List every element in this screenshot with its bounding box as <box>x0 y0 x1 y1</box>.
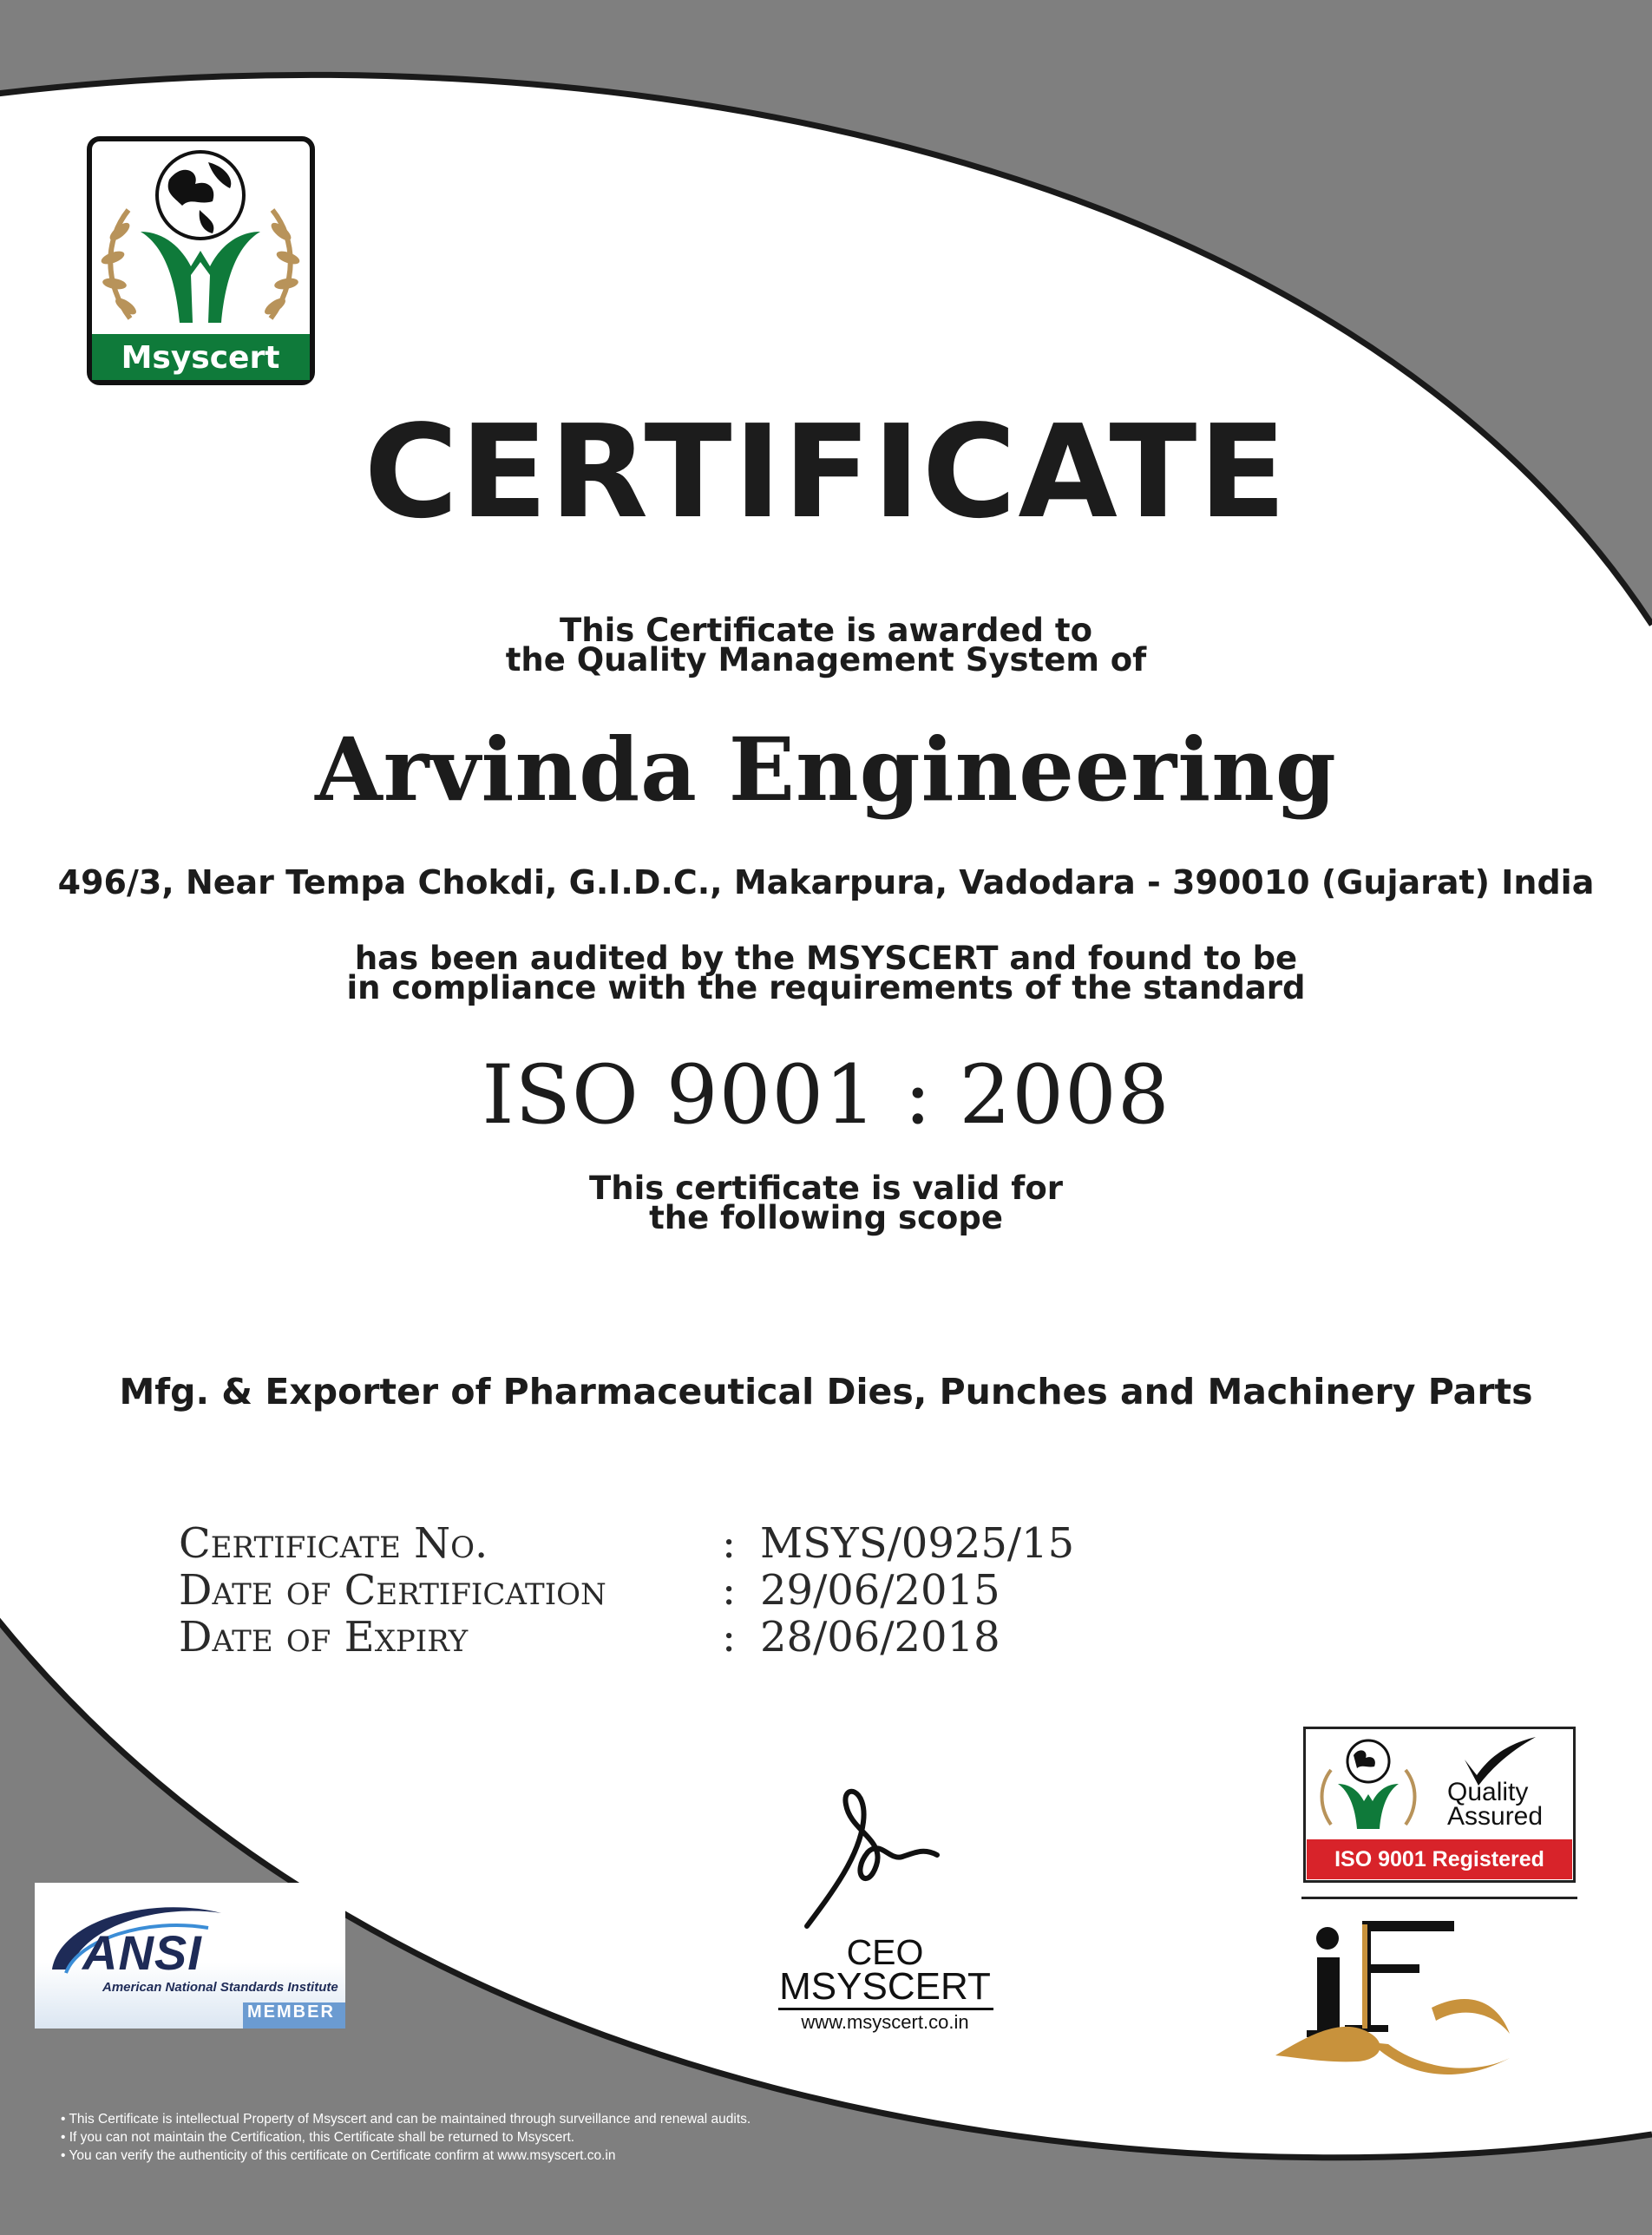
iqf-logo <box>1258 1904 1544 2086</box>
svg-text:Msyscert: Msyscert <box>121 340 280 376</box>
audited-text <box>0 940 1652 1006</box>
awarded-line-2: the Quality Management System of <box>505 641 1147 678</box>
detail-colon: : <box>722 1613 737 1662</box>
certification-scope: Mfg. & Exporter of Pharmaceutical Dies, Punches and Machinery Parts <box>119 1371 1533 1412</box>
iso-registered-band: ISO 9001 Registered <box>1307 1839 1572 1879</box>
certificate-title: CERTIFICATE <box>364 397 1288 547</box>
awarded-line-1: This Certificate is awarded to <box>559 612 1093 649</box>
certification-date-value: 29/06/2015 <box>760 1566 1000 1615</box>
quality-line: Quality <box>1447 1778 1529 1806</box>
audited-line-1: has been audited by the MSYSCERT and found to be <box>354 940 1298 977</box>
valid-line-2: the following scope <box>649 1199 1003 1236</box>
expiry-date-value: 28/06/2018 <box>760 1613 1000 1662</box>
certificate-number-label: Certificate No. <box>179 1519 488 1568</box>
detail-colon: : <box>722 1566 737 1615</box>
iso-standard: ISO 9001 : 2008 <box>482 1048 1170 1143</box>
certification-date-label: Date of Certification <box>179 1566 606 1615</box>
footer-note: • This Certificate is intellectual Property of Msyscert and can be maintained through surveillance and renewal audits. <box>61 2112 751 2127</box>
assured-line: Assured <box>1447 1802 1544 1831</box>
ansi-member-label: MEMBER <box>247 2002 335 2022</box>
signatory-underline <box>778 2008 993 2010</box>
awarded-text <box>0 612 1652 678</box>
certificate-number-value: MSYS/0925/15 <box>760 1519 1075 1568</box>
company-name: Arvinda Engineering <box>315 718 1337 821</box>
signatory-org: MSYSCERT <box>779 1965 991 2008</box>
ansi-abbr: ANSI <box>82 1925 202 1980</box>
valid-scope-text <box>0 1170 1652 1236</box>
signature <box>781 1770 980 1935</box>
valid-line-1: This certificate is valid for <box>589 1170 1063 1207</box>
footer-note: • You can verify the authenticity of this certificate on Certificate confirm at www.msyscert.co.in <box>61 2148 616 2163</box>
website-link[interactable]: www.msyscert.co.in <box>801 2011 969 2033</box>
msyscert-logo <box>87 136 315 385</box>
company-address: 496/3, Near Tempa Chokdi, G.I.D.C., Makarpura, Vadodara - 390010 (Gujarat) India <box>57 863 1595 901</box>
ansi-full-name: American National Standards Institute <box>102 1980 338 1995</box>
footer-note: • If you can not maintain the Certification, this Certificate shall be returned to Msyscert. <box>61 2130 575 2145</box>
audited-line-2: in compliance with the requirements of the standard <box>346 969 1306 1006</box>
msyscert-small-logo <box>1312 1734 1425 1838</box>
iqf-divider <box>1301 1897 1577 1899</box>
quality-assured-text <box>1447 1780 1543 1829</box>
detail-colon: : <box>722 1519 737 1568</box>
signatory-title: CEO <box>846 1932 924 1972</box>
expiry-date-label: Date of Expiry <box>179 1613 469 1662</box>
